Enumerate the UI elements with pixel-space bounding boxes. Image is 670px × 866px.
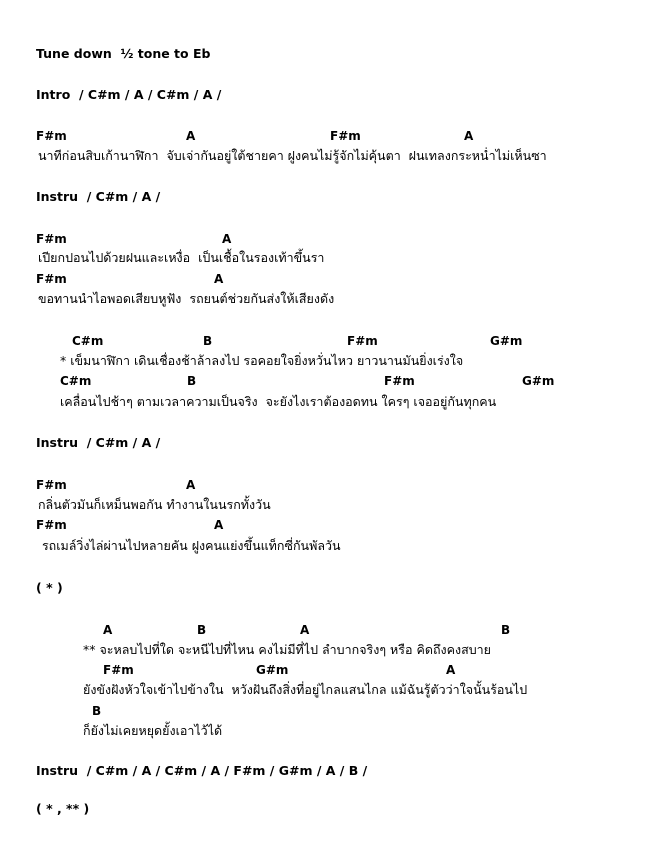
chord: C#m (72, 334, 104, 348)
tuning-note: Tune down ½ tone to Eb (36, 46, 211, 61)
chord: B (203, 334, 213, 348)
chord: C#m (60, 374, 92, 388)
lyric-line: กลิ่นตัวมันก็เหม็นพอกัน ทำงานในนรกทั้งวัน (34, 497, 271, 512)
chord: F#m (36, 272, 67, 286)
chord: G#m (522, 374, 555, 388)
chord: B (92, 704, 102, 718)
chord: F#m (330, 129, 361, 143)
chord: F#m (103, 663, 134, 677)
chord: F#m (36, 478, 67, 492)
repeat-marker: ( * ) (36, 580, 63, 595)
chord: G#m (490, 334, 523, 348)
lyric-line: รถเมล์วิ่งไล่ผ่านไปหลายคัน ฝูงคนแย่งขึ้นแท็กซี่กันพัลวัน (34, 538, 341, 553)
repeat-marker: ( * , ** ) (36, 801, 90, 816)
chord: A (464, 129, 474, 143)
chord: B (187, 374, 197, 388)
lyric-line: เปียกปอนไปด้วยฝนและเหงื่อ เป็นเชื้อในรองเท้าขึ้นรา (34, 250, 325, 265)
lyric-line: นาทีก่อนสิบเก้านาฬิกา จับเจ่ากันอยู่ใต้ชายคา ฝูงคนไม่รู้จักไม่คุ้นตา ฝนเทลงกระหน่ำไม่เห็นซา (34, 148, 547, 163)
chord: A (214, 272, 224, 286)
lyric-line: ยังขังฝังหัวใจเข้าไปข้างใน หวังฝันถึงสิ่งที่อยู่ไกลแสนไกล แม้ฉันรู้ตัวว่าใจนั้นร้อนไป (83, 682, 528, 697)
chord: A (186, 129, 196, 143)
chord: B (501, 623, 511, 637)
chord: F#m (36, 232, 67, 246)
instru-line: Instru / C#m / A / (36, 189, 161, 204)
instru-line: Instru / C#m / A / (36, 435, 161, 450)
chord: F#m (384, 374, 415, 388)
lyric-line: * เข็มนาฬิกา เดินเชื่องช้าล้าลงไป รอคอยใจยิ่งหวั่นไหว ยาวนานมันยิ่งเร่งใจ (60, 353, 464, 368)
chord: F#m (36, 518, 67, 532)
chord: A (222, 232, 232, 246)
chord: A (103, 623, 113, 637)
lyric-line: ขอทานนำไอพอดเสียบหูฟัง รถยนต์ช่วยกันส่งให้เสียงดัง (34, 291, 335, 306)
chord: A (186, 478, 196, 492)
chord: A (214, 518, 224, 532)
chord: G#m (256, 663, 289, 677)
lyric-line: ก็ยังไม่เคยหยุดยั้งเอาไว้ได้ (83, 723, 223, 738)
chord: A (300, 623, 310, 637)
instru-line: Instru / C#m / A / C#m / A / F#m / G#m / A / B / (36, 763, 368, 778)
chord: F#m (347, 334, 378, 348)
chord: B (197, 623, 207, 637)
intro-line: Intro / C#m / A / C#m / A / (36, 87, 222, 102)
chord: A (446, 663, 456, 677)
lyric-line: ** จะหลบไปที่ใด จะหนีไปที่ไหน คงไม่มีที่ไป ลำบากจริงๆ หรือ คิดถึงคงสบาย (83, 642, 491, 657)
lyric-line: เคลื่อนไปช้าๆ ตามเวลาความเป็นจริง จะยังไงเราต้องอดทน ใครๆ เจออยู่กันทุกคน (60, 394, 497, 409)
chord: F#m (36, 129, 67, 143)
